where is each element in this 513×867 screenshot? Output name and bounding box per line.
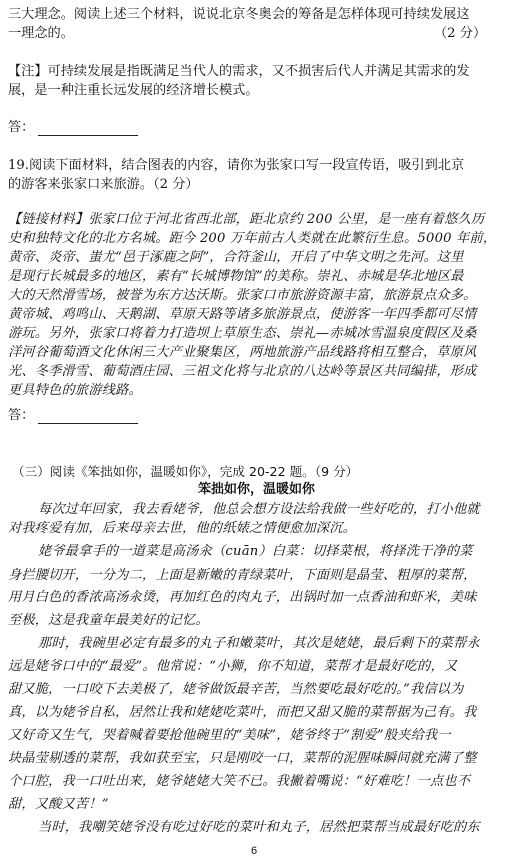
answer-label: 答：	[8, 408, 35, 423]
section-header: （三）阅读《笨拙如你，温暖如你》，完成 20-22 题。（9 分）	[12, 464, 359, 479]
answer-blank[interactable]	[38, 135, 138, 136]
story-line: 至极，这是我童年最美好的记忆。	[8, 613, 209, 628]
note-text-line: 【注】可持续发展是指既满足当代人的需求，又不损害后代人并满足其需求的发	[8, 64, 470, 79]
article-title: 笨拙如你，温暖如你	[198, 482, 315, 497]
answer-blank[interactable]	[38, 423, 138, 424]
story-line: 真，以为姥爷自私，居然让我和姥姥吃菜叶，而把又甜又脆的菜帮据为己有。我	[8, 705, 477, 720]
material-line: 【链接材料】张家口位于河北省西北部，距北京约 200 公里，是一座有着悠久历	[8, 212, 485, 227]
story-line: 当时，我嘲笑姥爷没有吃过好吃的菜叶和丸子，居然把菜帮当成最好吃的东	[38, 820, 480, 835]
story-line: 用月白色的香浓高汤汆烫，再加红色的肉丸子，出锅时加一点香油和虾米，美味	[8, 590, 477, 605]
material-line: 游玩。另外，张家口将着力打造坝上草原生态、崇礼—赤城冰雪温泉度假区及桑	[8, 326, 477, 341]
story-line: 身拦腰切开，一分为二，上面是新嫩的青绿菜叶，下面则是晶莹、粗厚的菜帮，	[8, 568, 477, 583]
question-19-line: 的游客来张家口来旅游。（2 分）	[8, 177, 199, 192]
material-line: 洋河谷葡萄酒文化休闲三大产业聚集区，两地旅游产品线路将相互整合，草原风	[8, 345, 477, 360]
material-line: 黄帝、炎帝、蚩尤“邑于涿鹿之阿”，合符釜山，开启了中华文明之先河。这里	[8, 250, 464, 265]
material-line: 大的天然滑雪场，被誉为东方达沃斯。张家口市旅游资源丰富，旅游景点众多。	[8, 288, 477, 303]
page-number: 6	[251, 845, 258, 857]
material-line: 是现行长城最多的地区，素有“长城博物馆”的美称。崇礼、赤城是华北地区最	[8, 269, 464, 284]
material-line: 光、冬季滑雪、葡萄酒庄园、三祖文化将与北京的八达岭等景区共同编排，形成	[8, 364, 477, 379]
story-line: 个口腔，我一口吐出来，姥爷姥姥大笑不已。我撇着嘴说：“好难吃！一点也不	[8, 774, 471, 789]
story-line: 那时，我碗里必定有最多的丸子和嫩菜叶，其次是姥姥，最后剩下的菜帮永	[38, 636, 480, 651]
note-text-line: 展，是一种注重长远发展的经济增长模式。	[8, 83, 259, 98]
answer-label: 答：	[8, 120, 35, 135]
question-19-line: 19.阅读下面材料，结合图表的内容，请你为张家口写一段宣传语，吸引到北京	[8, 158, 465, 173]
story-line: 又好奇又生气，哭着喊着要抢他碗里的“美味”，姥爷终于“割爱”般夹给我一	[8, 728, 451, 743]
story-line: 远是姥爷口中的“最爱”。他常说：“小狮，你不知道，菜帮才是最好吃的，又	[8, 659, 458, 674]
material-line: 史和独特文化的北方名城。距今 200 万年前古人类就在此繁衍生息。5000 年前，	[8, 231, 497, 246]
story-line: 甜又脆，一口咬下去美极了，姥爷做饭最辛苦，当然要吃最好吃的。”我信以为	[8, 682, 464, 697]
question-text-line: 三大理念。阅读上述三个材料，说说北京冬奥会的筹备是怎样体现可持续发展这	[8, 7, 470, 22]
question-text-line: 一理念的。	[8, 26, 74, 41]
material-line: 更具特色的旅游线路。	[8, 383, 142, 398]
story-line: 甜，又酸又苦！”	[8, 797, 109, 812]
score-label: （2 分）	[434, 26, 487, 41]
story-line: 每次过年回家，我去看姥爷，他总会想方设法给我做一些好吃的，打小他就	[38, 502, 480, 517]
material-line: 黄帝城、鸡鸣山、天鹅湖、草原天路等诸多旅游景点，使游客一年四季都可尽情	[8, 307, 477, 322]
story-line: 块晶莹剔透的菜帮，我如获至宝，只是刚咬一口，菜帮的泥腥味瞬间就充满了整	[8, 751, 477, 766]
story-line: 姥爷最拿手的一道菜是高汤汆（cuān）白菜：切择菜根，将择洗干净的菜	[38, 544, 473, 559]
story-line: 对我疼爱有加，后来母亲去世，他的纸婊之情便愈加深沉。	[8, 521, 357, 536]
